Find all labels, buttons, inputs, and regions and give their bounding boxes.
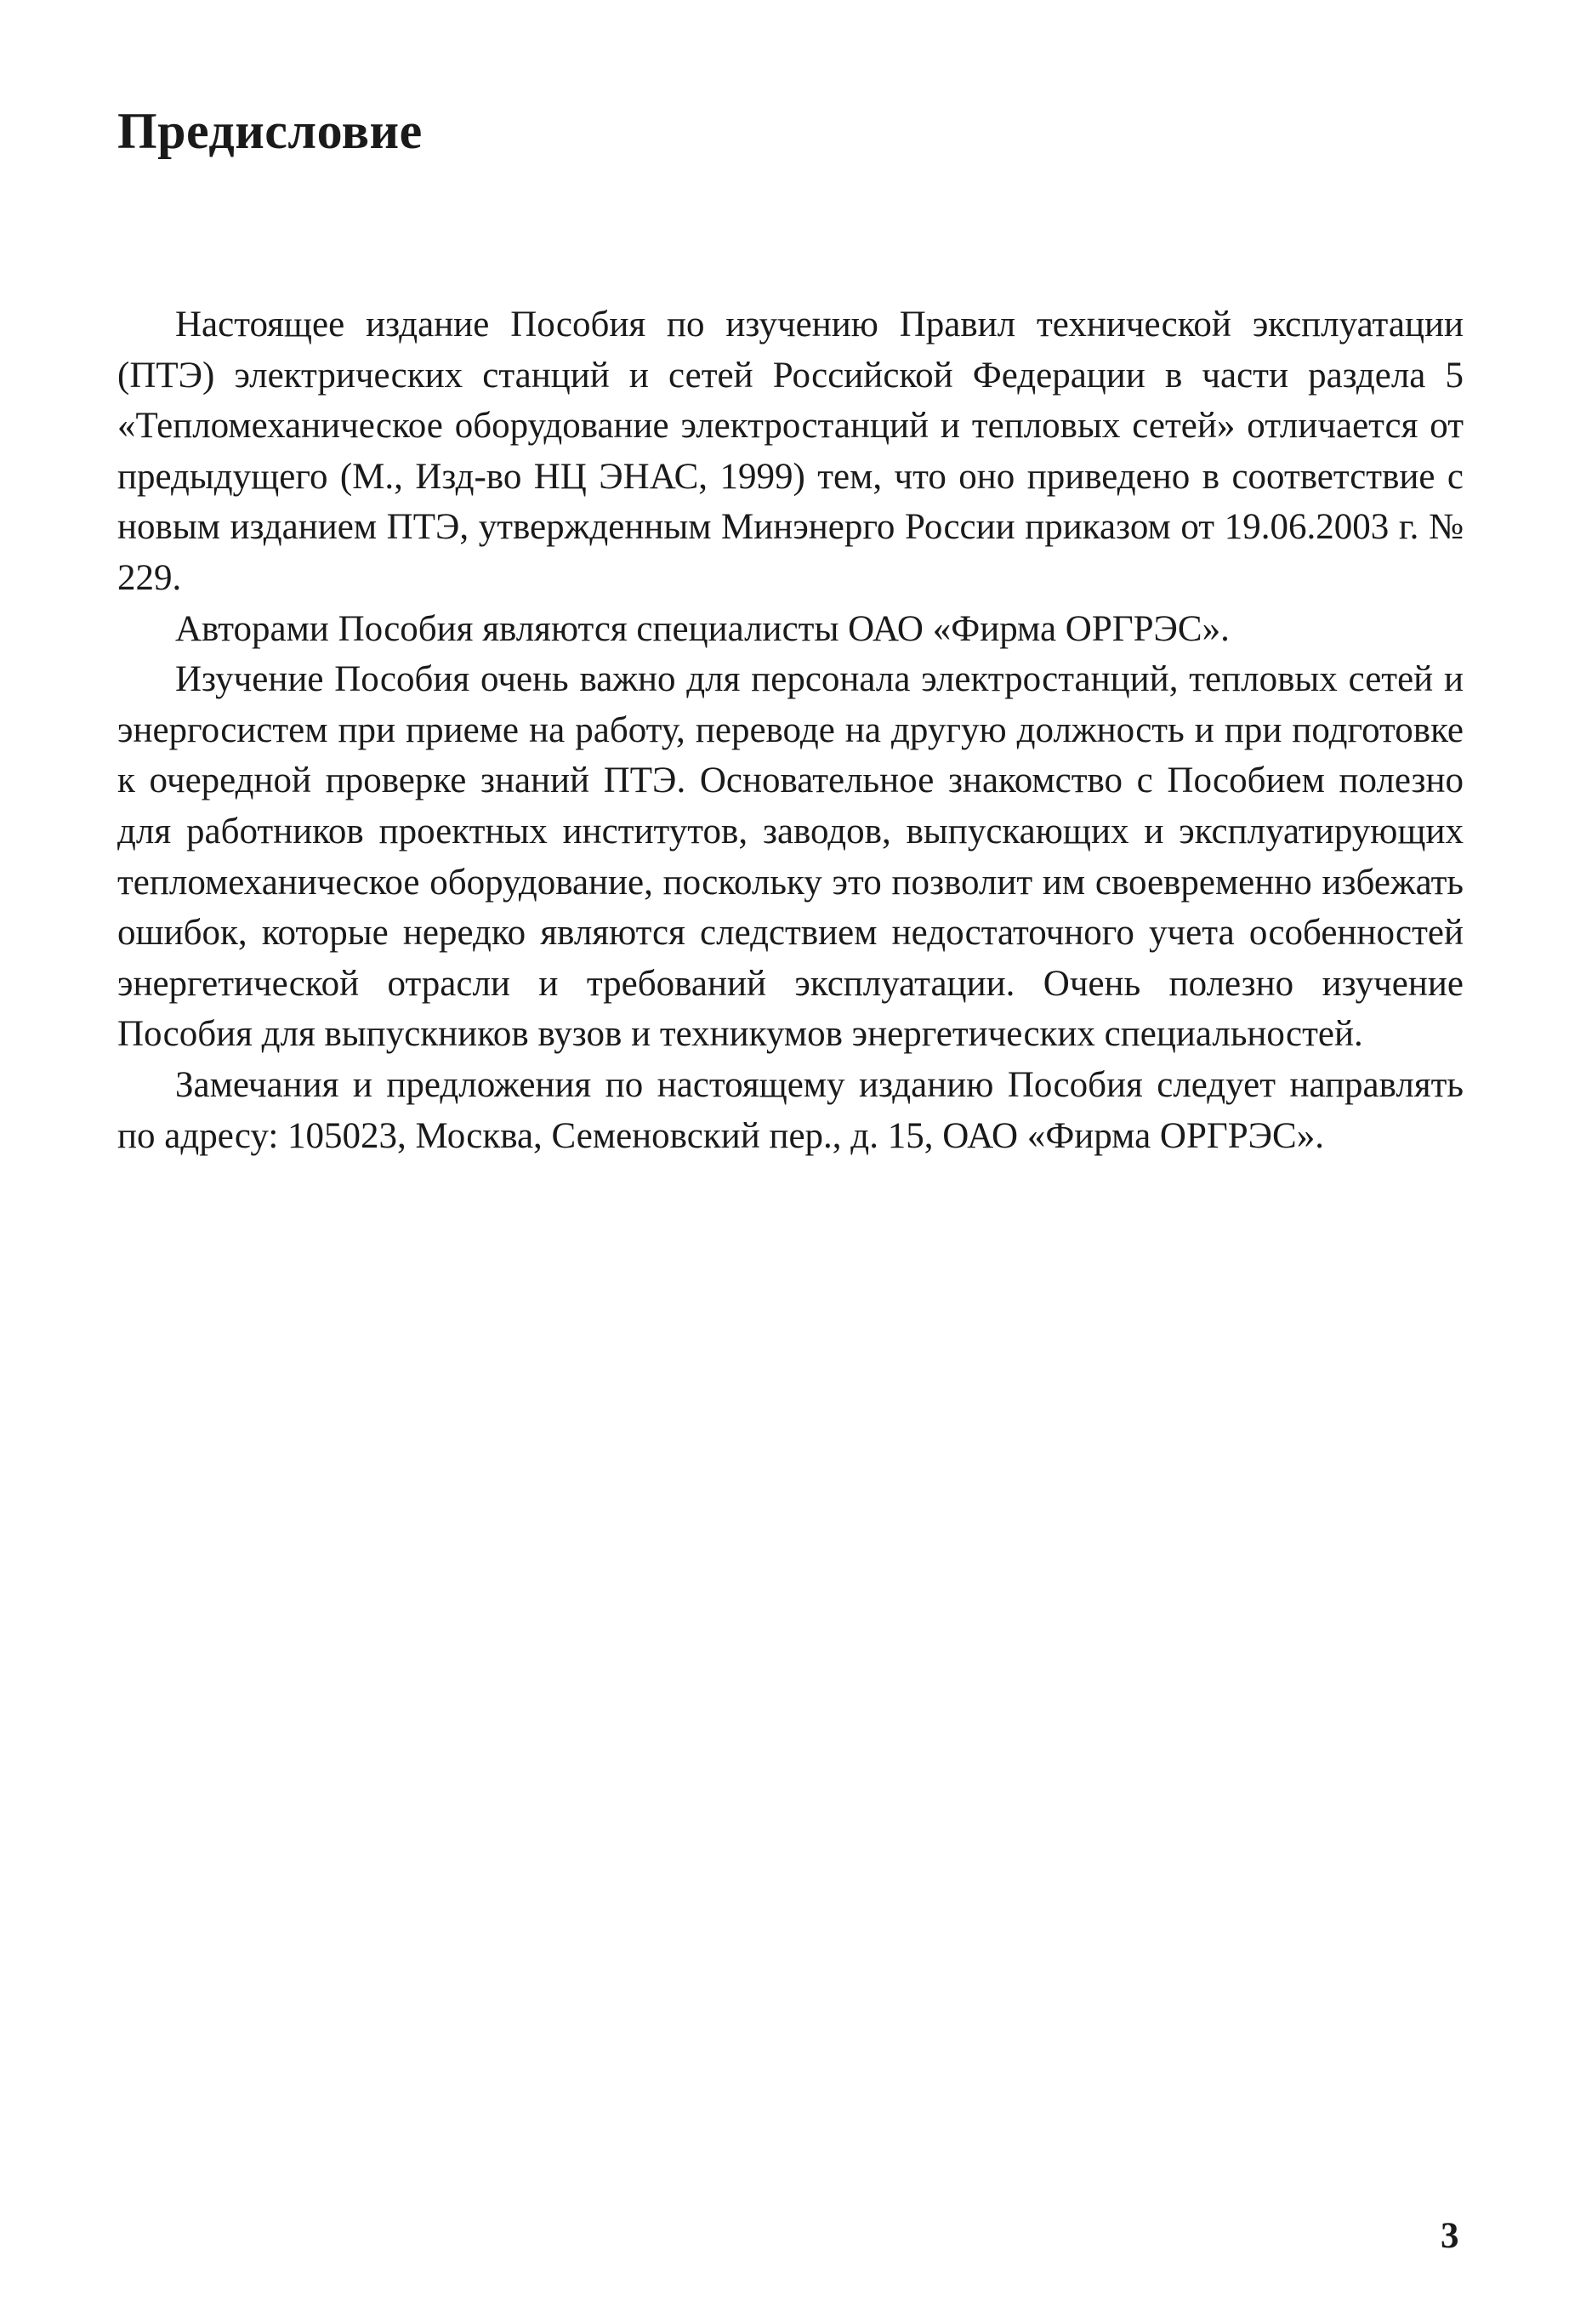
page-number: 3 bbox=[1441, 2216, 1459, 2256]
paragraph-intro: Настоящее издание Пособия по изучению Правил технической эксплуатации (ПТЭ) электрических станций и сетей Российской Федерации в части раздела 5 «Тепломеханическое оборудование электростанций и тепловых сетей» отличается от предыдущего (М., Изд-во НЦ ЭНАС, 1999) тем, что оно приведено в соответствие с новым изданием ПТЭ, утвержденным Минэнерго России приказом от 19.06.2003 г. № 229. bbox=[117, 305, 1464, 598]
paragraph-feedback-address: Замечания и предложения по настоящему изданию Пособия следует направлять по адресу: 105023, Москва, Семеновский пер., д. 15, ОАО «Фирма ОРГРЭС». bbox=[117, 1064, 1464, 1156]
paragraph-importance: Изучение Пособия очень важно для персонала электростанций, тепловых сетей и энергосистем при приеме на работу, переводе на другую должность и при подготовке к очередной проверке знаний ПТЭ. Основательное знакомство с Пособием полезно для работников проектных институтов, заводов, выпускающих и эксплуатирующих тепломеханическое оборудование, поскольку это позволит им своевременно избежать ошибок, которые нередко являются следствием недостаточного учета особенностей энергетической отрасли и требований эксплуатации. Очень полезно изучение Пособия для выпускников вузов и техникумов энергетических специальностей. bbox=[117, 659, 1464, 1055]
paragraph-authors: Авторами Пособия являются специалисты ОАО «Фирма ОРГРЭС». bbox=[175, 608, 1230, 649]
body-text bbox=[117, 299, 1464, 1161]
page-title: Предисловие bbox=[117, 103, 423, 159]
